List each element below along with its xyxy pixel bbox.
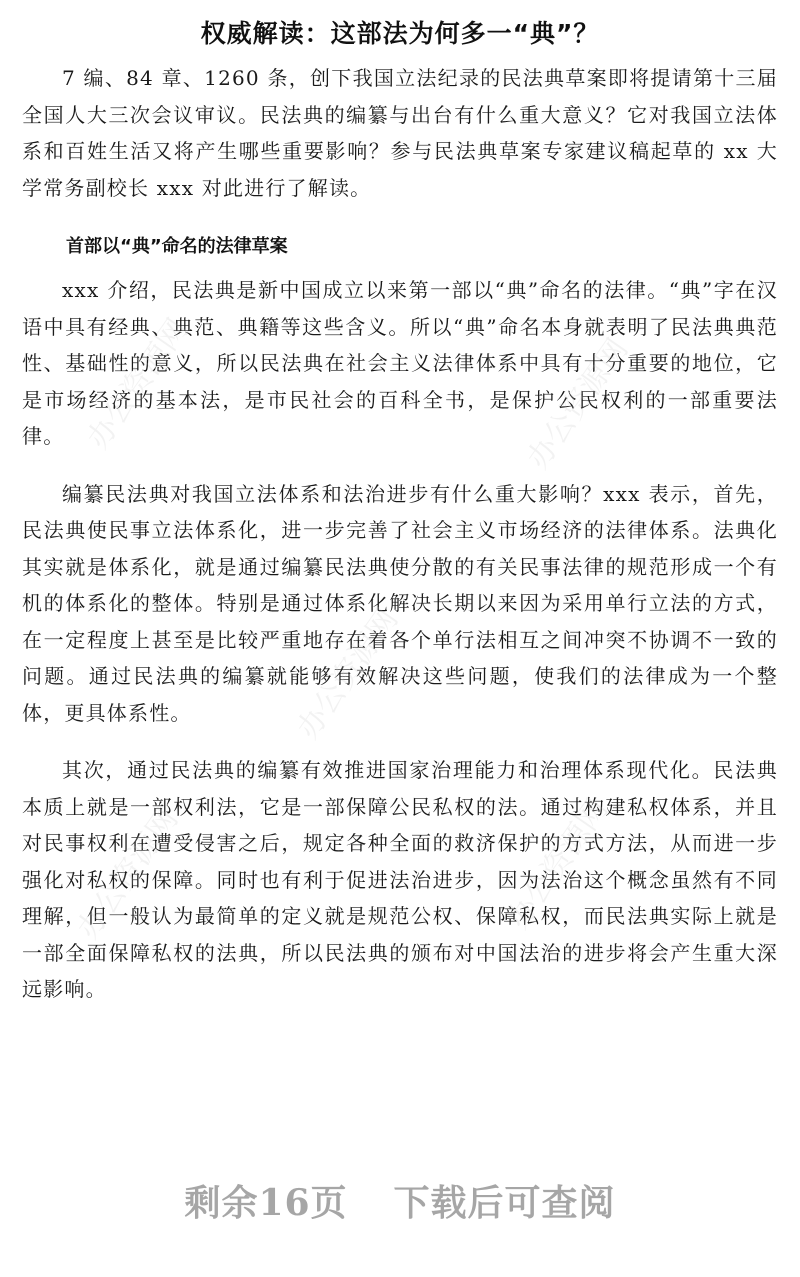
watermark: 办公资源网: [520, 332, 636, 476]
body-paragraph-2: 编纂民法典对我国立法体系和法治进步有什么重大影响？xxx 表示，首先，民法典使民事立法体系化，进一步完善了社会主义市场经济的法律体系。法典化其实就是体系化，就是通过编纂民法典使分散的有关民事法律的规范形成一个有机的体系化的整体。特别是通过体系化解决长期以来因为采用单行立法的方式，在一定程度上甚至是比较严重地存在着各个单行法相互之间冲突不协调不一致的问题。通过民法典的编纂就能够有效解决这些问题，使我们的法律成为一个整体，更具体系性。: [22, 481, 778, 725]
body-paragraph-1: xxx 介绍，民法典是新中国成立以来第一部以“典”命名的法律。“典”字在汉语中具有经典、典范、典籍等这些含义。所以“典”命名本身就表明了民法典典范性、基础性的意义，所以民法典在社会主义法律体系中具有十分重要的地位，它是市场经济的基本法，是市民社会的百科全书，是保护公民权利的一部重要法律。: [22, 278, 778, 448]
download-to-view-label: 下载后可查阅: [393, 1182, 616, 1224]
section-heading: 首部以“典”命名的法律草案: [66, 236, 288, 257]
watermark: 办公资源网: [290, 602, 406, 746]
download-prompt[interactable]: [0, 1175, 800, 1226]
watermark: 办公资源网: [80, 312, 196, 456]
watermark: 办公资源网: [500, 792, 616, 936]
intro-paragraph: 7 编、84 章、1260 条，创下我国立法纪录的民法典草案即将提请第十三届全国人大三次会议审议。民法典的编纂与出台有什么重大意义？它对我国立法体系和百姓生活又将产生哪些重要影响？参与民法典草案专家建议稿起草的 xx 大学常务副校长 xxx 对此进行了解读。: [22, 66, 778, 200]
body-paragraph-3: 其次，通过民法典的编纂有效推进国家治理能力和治理体系现代化。民法典本质上就是一部权利法，它是一部保障公民私权的法。通过构建私权体系，并且对民事权利在遭受侵害之后，规定各种全面的救济保护的方式方法，从而进一步强化对私权的保障。同时也有利于促进法治进步，因为法治这个概念虽然有不同理解，但一般认为最简单的定义就是规范公权、保障私权，而民法典实际上就是一部全面保障私权的法典，所以民法典的颁布对中国法治的进步将会产生重大深远影响。: [22, 758, 778, 1001]
watermark: 办公资源网: [70, 802, 186, 946]
remaining-pages-label: 剩余16页: [184, 1182, 348, 1224]
article-body: [22, 60, 778, 1029]
page-title: 权威解读：这部法为何多一“典”？: [200, 19, 600, 48]
